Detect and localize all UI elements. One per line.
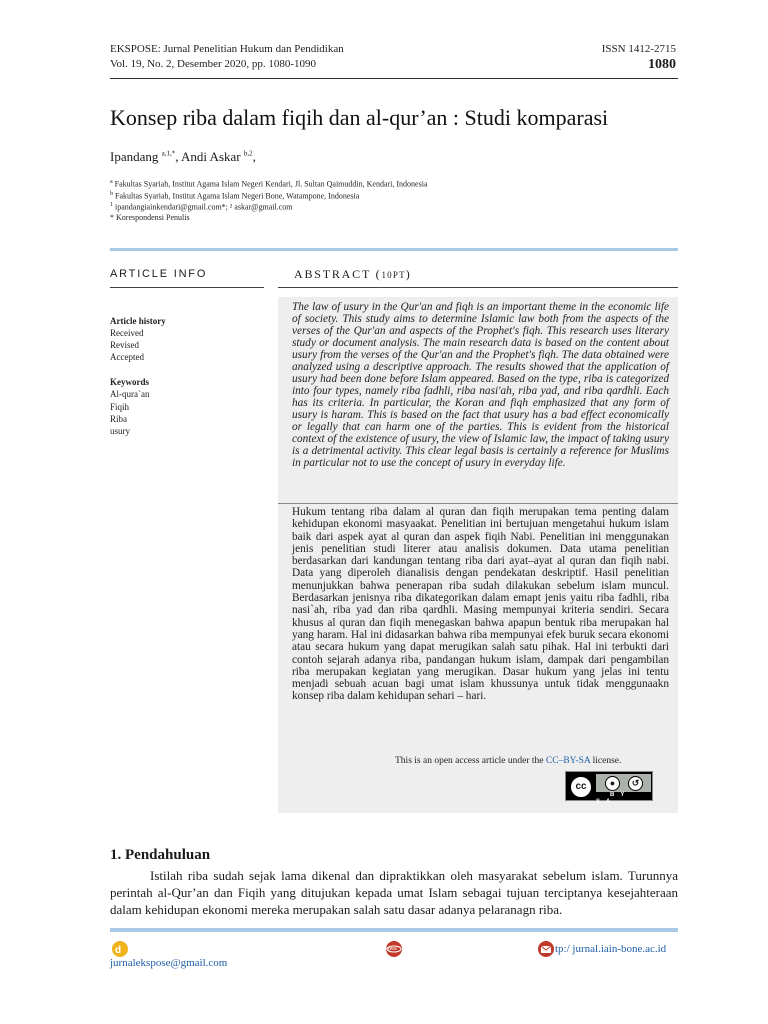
affiliation-superscript: b (110, 191, 113, 197)
page-number: 1080 (648, 57, 676, 72)
doi-icon (112, 941, 128, 957)
history-item: Accepted (110, 352, 144, 362)
keyword-item: Al-qura`an (110, 389, 150, 399)
abstract-heading-close: ) (405, 267, 412, 281)
author-line (110, 149, 256, 165)
mail-icon (538, 941, 554, 957)
journal-name: EKSPOSE: Jurnal Penelitian Hukum dan Pendidikan (110, 43, 344, 55)
correspondence-note (110, 213, 190, 222)
author-name: Ipandang (110, 149, 159, 164)
article-info-heading: ARTICLE INFO (110, 268, 208, 280)
history-item: Received (110, 328, 144, 338)
abstract-heading (294, 267, 412, 282)
cc-sa-label: SA (596, 799, 617, 805)
keyword-item: usury (110, 426, 130, 436)
affiliation-text: Fakultas Syariah, Institut Agama Islam Negeri Bone, Watampone, Indonesia (115, 191, 360, 201)
footer-rule (110, 928, 678, 932)
keyword-item: Riba (110, 414, 127, 424)
author-tail: , (252, 149, 256, 164)
author-emails (110, 202, 293, 212)
abstract-english: The law of usury in the Qur'an and fiqh is an important theme in the economic life of society. This study aims to determine Islamic law both from the aspects of the verses of the Qur'an and aspects of the Prophet's fiqh. This research uses literary study or document analysis. The main research data is based on the content about usury from the verses of the Qur'an and the Prophet's fiqh. The data obtained were analyzed using a descriptive approach. The results showed that the application of usury had been done before Islam appeared. Based on the type, riba is categorized into four types, namely riba fadhli, riba nasi'ah, riba yad, and riba qardhli. Each has its criteria. In particular, the Koran and fiqh emphasized that any form of usury is haram. This is based on the fact that usury has a bad effect economically or legally that can harm one of the parties. This is evident from the historical context of the existence of usury, the view of Islamic law, the impact of taking usury is a detrimental activity. This clear legal basis is certainly a reference for Muslims in particular not to use the concept of usury in everyday life. (292, 301, 669, 469)
cc-icon: cc (569, 775, 593, 799)
person-icon: ● (605, 776, 620, 791)
license-suffix: license. (590, 756, 622, 766)
author-superscript: a,1,* (161, 149, 176, 158)
affiliation (110, 179, 428, 189)
article-title: Konsep riba dalam fiqih dan al-qur’an : Studi komparasi (110, 105, 609, 130)
affiliation (110, 191, 359, 201)
cc-by-label: BY (610, 792, 631, 798)
issn: ISSN 1412-2715 (601, 43, 676, 55)
abstract-box (278, 297, 678, 813)
abstract-heading-main: ABSTRACT ( (294, 267, 382, 281)
article-info-rule (110, 287, 264, 288)
cc-labels (596, 792, 651, 805)
footer-url[interactable]: tp:/ jurnal.iain-bone.ac.id (555, 943, 667, 955)
affiliation-superscript: 1 (110, 202, 113, 208)
svg-text:d: d (115, 945, 122, 956)
cc-attribution-panel (596, 774, 651, 805)
footer-email[interactable]: jurnalekspose@gmail.com (110, 957, 228, 969)
license-statement (395, 756, 621, 766)
www-label: www (386, 946, 397, 952)
cc-by-sa-badge[interactable] (565, 771, 653, 805)
keywords-label: Keywords (110, 377, 149, 387)
keyword-item: Fiqih (110, 402, 130, 412)
abstract-indonesian: Hukum tentang riba dalam al quran dan fiqih merupakan tema penting dalam kehidupan ekonomi masyaakat. Penelitian ini bertujuan mengetahui hukum islam baik dari aspek ayat al quran dan aspek fiqih Nabi. Penelitian ini menggunakan jenis penelitian studi literer atau analisis dokumen. Data utama penelitian berdasarkan dari kandungan tentang riba dari ayat–ayat al quran dan fiqih nabi. Data yang diperoleh dianalisis dengan pendekatan deskriptif. Hasil penelitian menunjukkan bahwa penerapan riba sudah dilakukan sebelum islam muncul. Berdasarkan jenisnya riba dikategorikan dalam emapt jenis yaitu riba fadhli, riba nasi`ah, riba yad dan riba qardhli. Masing mempunyai kriteria sendiri. Secara khusus al quran dan fiqih menegaskan bahwa apapun bentuk riba merupakan hal yang haram. Hal ini didasarkan bahwa riba mempunyai efek buruk secara ekonomi atau secara hukum yang dapat merugikan salah satu pihak. Hal ini terbukti dari contoh sejarah adanya riba, pandangan hukum islam, dampak dari pengambilan riba merupakan kegiatan yang merugikan. Dasar hukum yang jelas ini tentu menjadi sebuah acuan bagi umat islam khussunya untuk tidak menggunaakn konsep riba dalam kehidupan sehari – hari. (292, 506, 669, 703)
email-text[interactable]: ipandangiainkendari@gmail.com*; ² askar@gmail.com (115, 202, 293, 212)
license-link[interactable]: CC–BY-SA (545, 756, 591, 766)
affiliation-text: Fakultas Syariah, Institut Agama Islam Negeri Kendari, Jl. Sultan Qaimuddin, Kendari, Indonesia (114, 179, 428, 189)
affiliation-text: Korespondensi Penulis (116, 213, 190, 222)
header-rule (110, 78, 678, 79)
section-heading: 1. Pendahuluan (110, 847, 211, 863)
license-prefix: This is an open access article under the (395, 756, 546, 766)
abstract-separator (278, 503, 678, 504)
history-item: Revised (110, 340, 139, 350)
article-history-label: Article history (110, 316, 166, 326)
author-superscript: b,2 (243, 149, 253, 158)
section-rule (110, 248, 678, 251)
intro-paragraph: Istilah riba sudah sejak lama dikenal dan dipraktikkan oleh masyarakat sebelum islam. Turunnya perintah al-Qur’an dan Fiqih yang ditujukan kepada umat Islam sebagai tujuan terciptanya kesejahteraan dalam kehidupan ekonomi mereka merupakan salah satu dasar adanya pelaranagn riba. (110, 868, 678, 917)
journal-volume: Vol. 19, No. 2, Desember 2020, pp. 1080-1090 (110, 58, 317, 70)
abstract-heading-size: 10PT (381, 270, 406, 280)
abstract-rule (278, 287, 678, 288)
author-name: , Andi Askar (175, 149, 241, 164)
affiliation-superscript: * (110, 213, 114, 222)
affiliation-superscript: a (110, 179, 113, 185)
share-alike-icon: ↺ (628, 776, 643, 791)
